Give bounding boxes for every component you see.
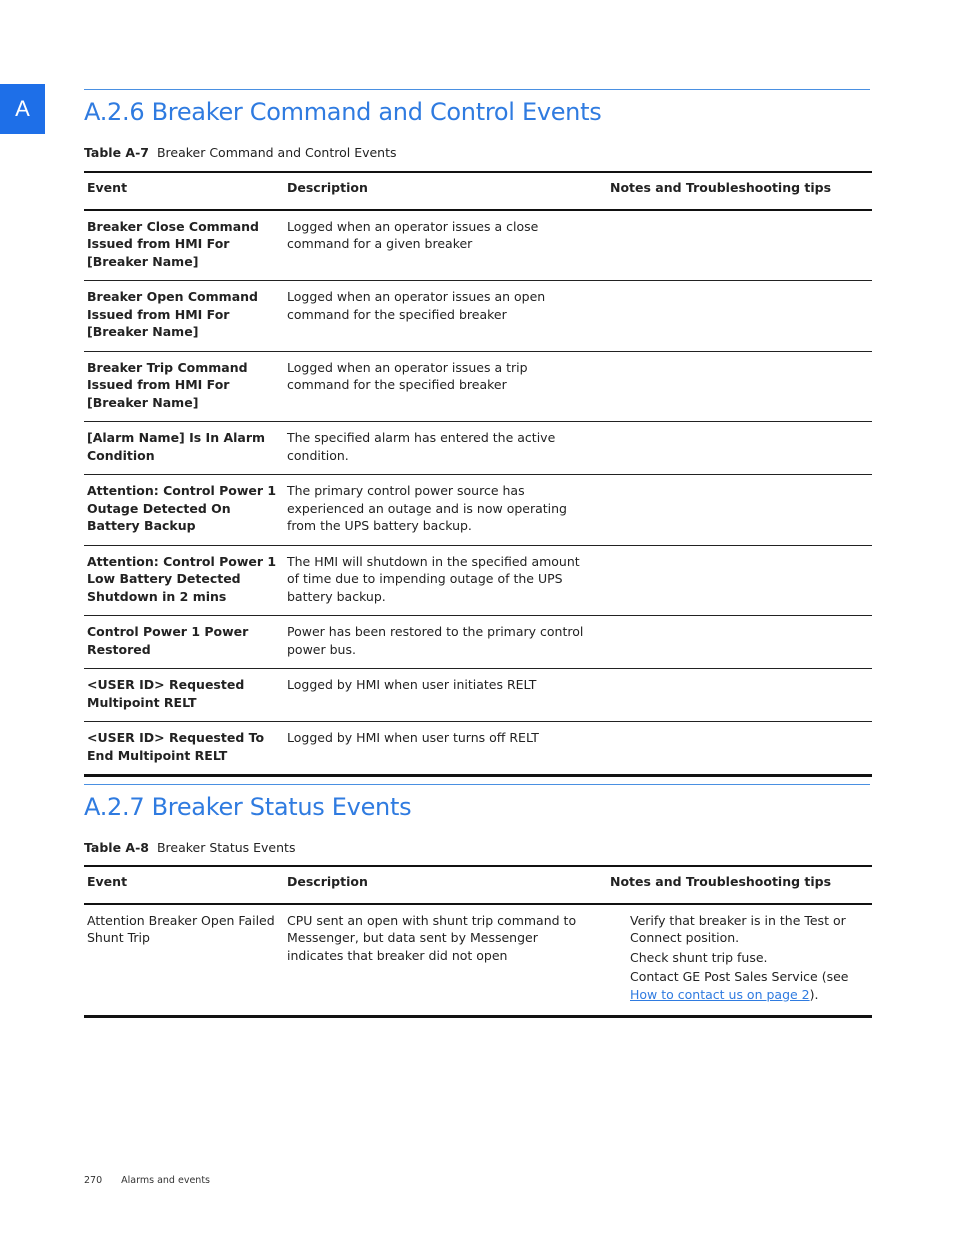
header-description: Description (287, 874, 368, 889)
description-cell: Logged when an operator issues a trip command for the specified breaker (287, 359, 528, 392)
table-caption (84, 145, 397, 160)
page-footer (84, 1175, 226, 1186)
description-cell: The primary control power source has experienced an outage and is now operating from the UPS battery backup. (287, 483, 567, 533)
header-notes: Notes and Troubleshooting tips (610, 874, 832, 889)
notes-list (610, 912, 869, 1004)
description-cell: CPU sent an open with shunt trip command to Messenger, but data sent by Messenger indicates that breaker did not open (287, 912, 577, 963)
description-cell: Logged by HMI when user initiates RELT (287, 677, 537, 692)
notes-cell (596, 616, 872, 669)
header-event: Event (87, 180, 128, 195)
table-header-row (84, 866, 872, 904)
event-cell: [Alarm Name] Is In Alarm Condition (87, 430, 266, 463)
note-item: Check shunt trip fuse. (630, 949, 768, 965)
table-row (84, 475, 872, 546)
footer-section-name: Alarms and events (121, 1175, 210, 1186)
events-table (84, 171, 872, 777)
status-events-table (84, 865, 872, 1018)
table-header-row (84, 172, 872, 210)
page-number: 270 (84, 1175, 103, 1186)
table-caption-text: Breaker Command and Control Events (156, 145, 397, 160)
header-notes: Notes and Troubleshooting tips (610, 180, 832, 195)
event-cell: Breaker Trip Command Issued from HMI For [Breaker Name] (87, 359, 248, 410)
section-title: A.2.7 Breaker Status Events (84, 793, 412, 821)
notes-cell (596, 545, 872, 616)
table-row (84, 545, 872, 616)
description-cell: Power has been restored to the primary control power bus. (287, 624, 584, 657)
table-row (84, 210, 872, 281)
notes-cell (596, 281, 872, 352)
table-row (84, 904, 872, 1017)
header-description: Description (287, 180, 368, 195)
table-caption-label: Table A-7 (84, 145, 149, 160)
notes-cell (596, 351, 872, 422)
event-cell: Control Power 1 Power Restored (87, 624, 249, 657)
description-cell: Logged when an operator issues a close command for a given breaker (287, 218, 539, 251)
table-row (84, 422, 872, 475)
event-cell: Attention Breaker Open Failed Shunt Trip (87, 912, 275, 945)
event-cell: <USER ID> Requested Multipoint RELT (87, 677, 245, 710)
table-row (84, 281, 872, 352)
event-cell: <USER ID> Requested To End Multipoint RELT (87, 730, 265, 763)
table-row (84, 616, 872, 669)
description-cell: Logged by HMI when user turns off RELT (287, 730, 539, 745)
chapter-tab: A (0, 84, 45, 134)
note-text: Contact GE Post Sales Service (see (630, 969, 849, 984)
table-row (84, 351, 872, 422)
event-cell: Breaker Open Command Issued from HMI For [Breaker Name] (87, 289, 258, 339)
notes-cell (596, 475, 872, 546)
note-item: Verify that breaker is in the Test or Connect position. (630, 912, 846, 945)
event-cell: Attention: Control Power 1 Low Battery Detected Shutdown in 2 mins (87, 553, 277, 604)
section-divider (84, 784, 870, 785)
description-cell: The HMI will shutdown in the specified amount of time due to impending outage of the UPS battery backup. (287, 553, 580, 604)
description-cell: The specified alarm has entered the active condition. (287, 430, 556, 463)
table-caption-text: Breaker Status Events (156, 840, 296, 855)
table-row (84, 669, 872, 722)
notes-cell (596, 422, 872, 475)
notes-cell (596, 669, 872, 722)
note-item (630, 968, 869, 1003)
description-cell: Logged when an operator issues an open command for the specified breaker (287, 289, 546, 322)
section-divider (84, 89, 870, 90)
header-event: Event (87, 874, 128, 889)
event-cell: Breaker Close Command Issued from HMI For [Breaker Name] (87, 218, 259, 269)
section-title: A.2.6 Breaker Command and Control Events (84, 98, 602, 126)
notes-cell (596, 904, 872, 1017)
note-suffix: ). (809, 986, 819, 1002)
notes-cell (596, 210, 872, 281)
event-cell: Attention: Control Power 1 Outage Detected On Battery Backup (87, 483, 277, 533)
notes-cell (596, 722, 872, 776)
table-row (84, 722, 872, 776)
contact-us-link[interactable]: How to contact us on page 2 (630, 986, 810, 1002)
table-caption-label: Table A-8 (84, 840, 149, 855)
table-caption (84, 840, 295, 855)
